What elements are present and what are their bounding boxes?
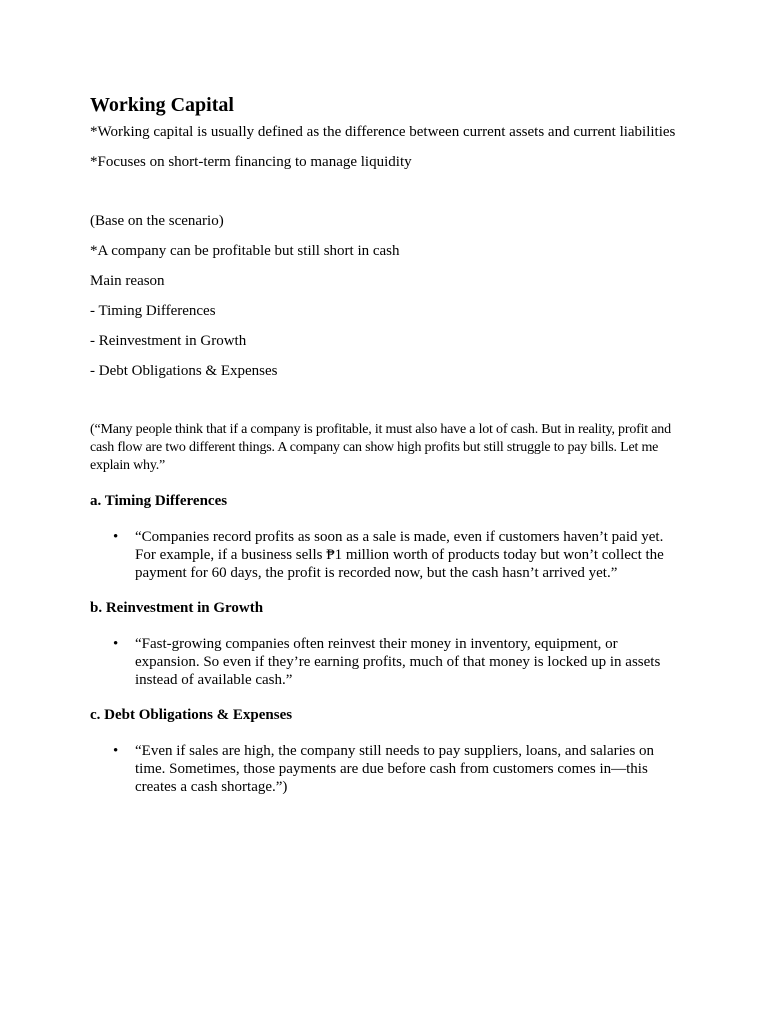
bullet-icon: •: [113, 636, 119, 652]
main-reason-label: Main reason: [90, 273, 165, 289]
bullet-text-debt: “Even if sales are high, the company still needs to pay suppliers, loans, and salaries on time. Sometimes, those payments are due before cash from customers comes in—this creates a cash shortage.”): [135, 743, 655, 795]
profitable-note: *A company can be profitable but still short in cash: [90, 243, 400, 259]
section-heading-debt: c. Debt Obligations & Expenses: [90, 707, 293, 723]
bullet-text-timing: “Companies record profits as soon as a sale is made, even if customers haven’t paid yet. For example, if a business sells ₱1 million worth of products today but won’t collect the payment for 60 days, the profit is recorded now, but the cash hasn’t arrived yet.”: [135, 529, 664, 581]
reason-item-timing: - Timing Differences: [90, 303, 216, 319]
focus-text: *Focuses on short-term financing to manage liquidity: [90, 154, 412, 170]
document-page: [90, 92, 685, 796]
bullet-icon: •: [113, 743, 119, 759]
bullet-item-reinvestment: [90, 635, 685, 689]
section-heading-reinvestment: b. Reinvestment in Growth: [90, 600, 264, 616]
reason-item-reinvestment: - Reinvestment in Growth: [90, 333, 247, 349]
document-title: Working Capital: [90, 94, 234, 116]
quote-intro-text: (“Many people think that if a company is profitable, it must also have a lot of cash. But in reality, profit and cash flow are two different things. A company can show high profits but still struggle to pay bills. Let me explain why.”: [90, 422, 671, 473]
bullet-text-reinvestment: “Fast-growing companies often reinvest their money in inventory, equipment, or expansion. So even if they’re earning profits, much of that money is locked up in assets instead of available cash.”: [135, 636, 661, 688]
bullet-icon: •: [113, 529, 119, 545]
bullet-item-timing: [90, 528, 685, 582]
section-heading-timing: a. Timing Differences: [90, 493, 228, 509]
bullet-item-debt: [90, 742, 685, 796]
definition-text: *Working capital is usually defined as the difference between current assets and current liabilities: [90, 124, 676, 140]
scenario-note: (Base on the scenario): [90, 213, 224, 229]
reason-item-debt: - Debt Obligations & Expenses: [90, 363, 278, 379]
